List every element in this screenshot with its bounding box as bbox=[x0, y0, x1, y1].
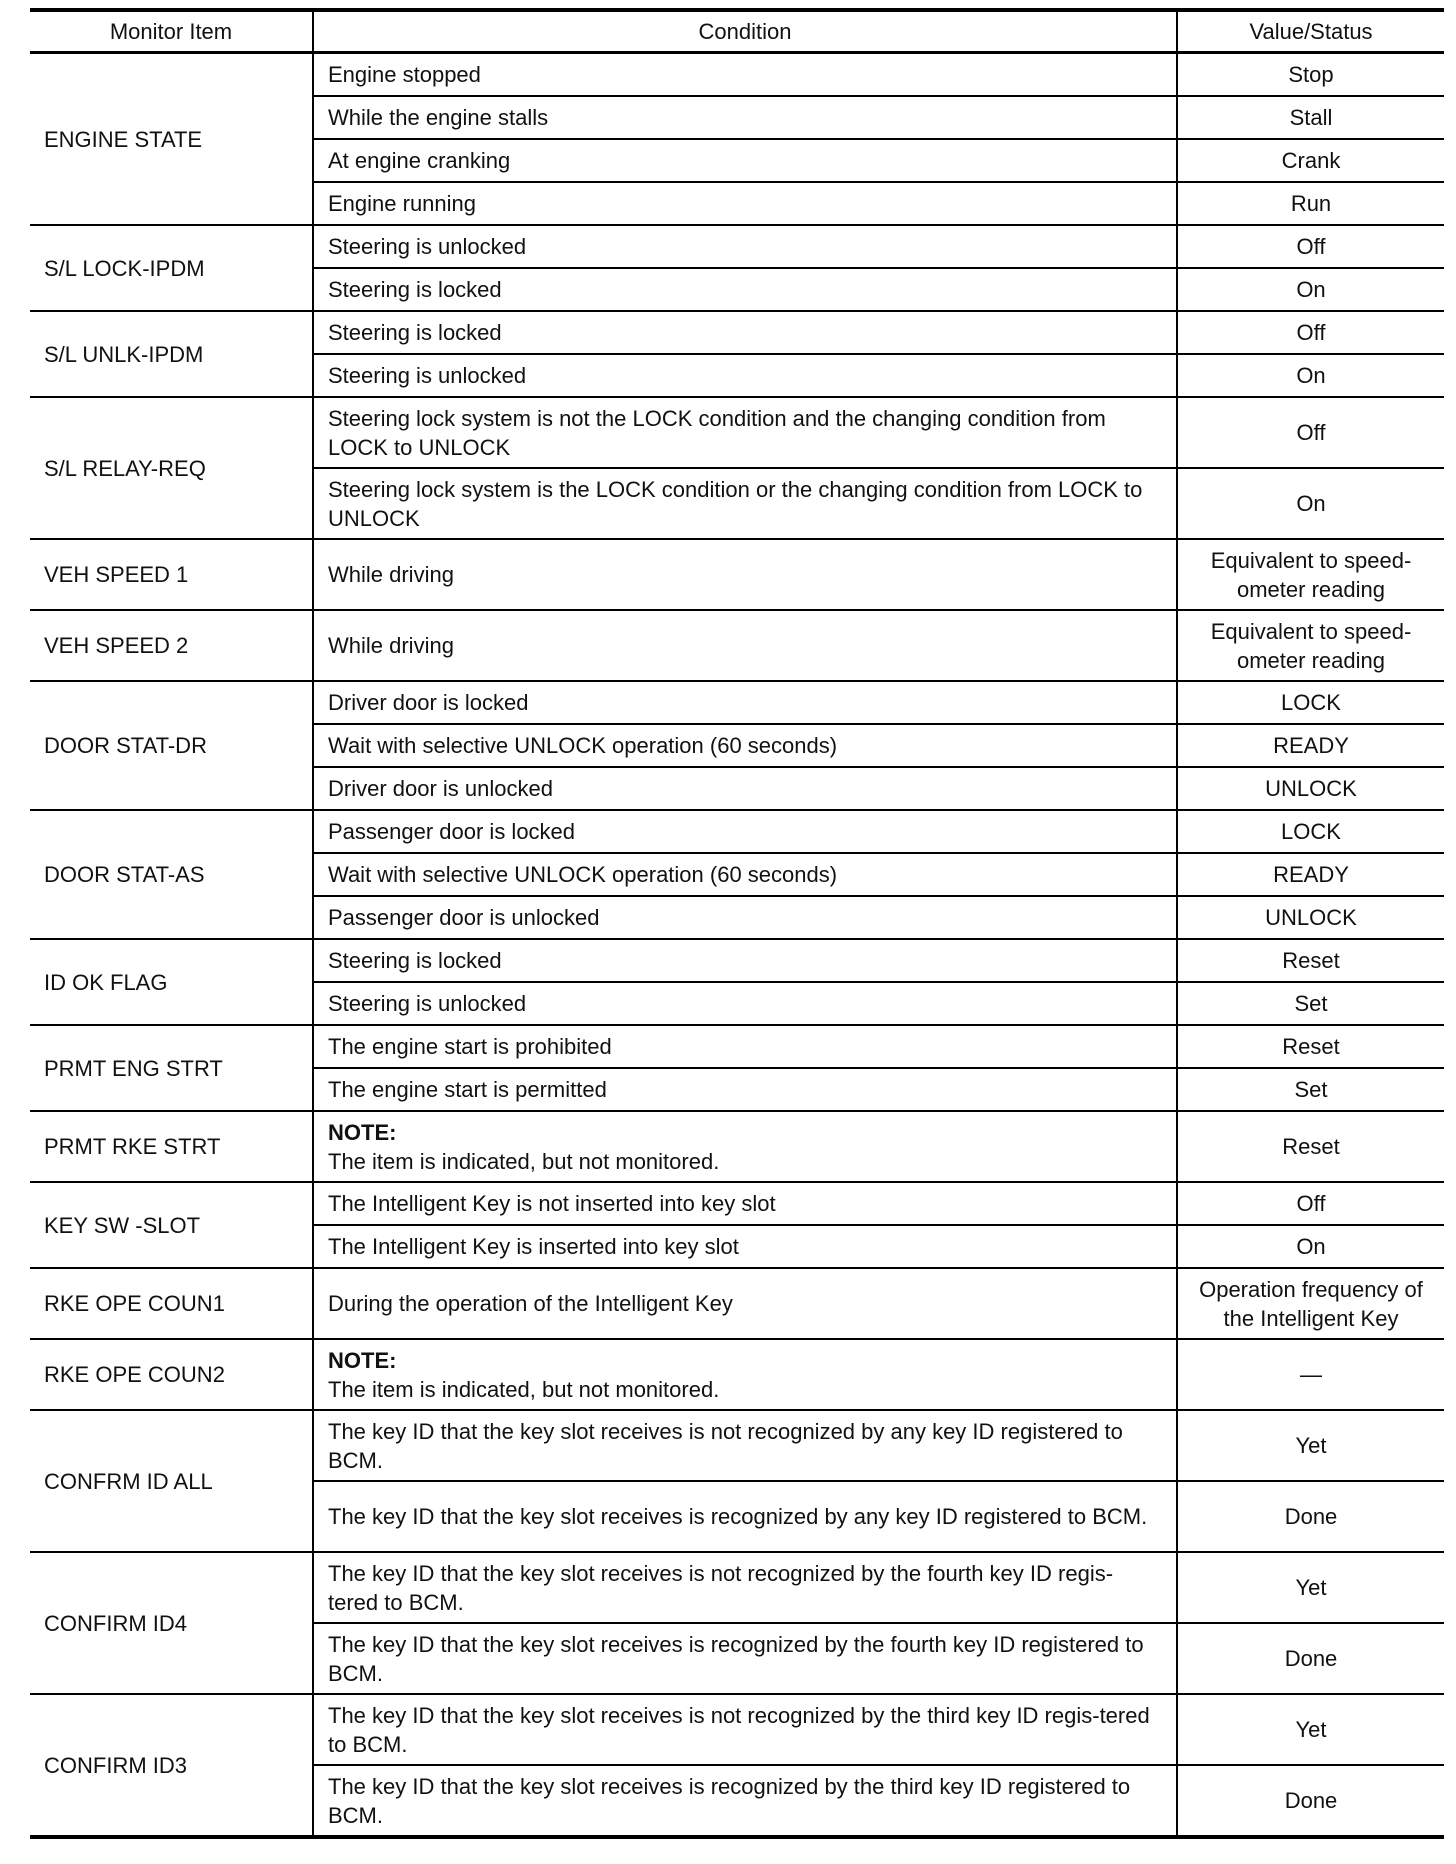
table-row bbox=[30, 1552, 1444, 1623]
value-cell: LOCK bbox=[1177, 810, 1444, 853]
header-value-status: Value/Status bbox=[1177, 10, 1444, 53]
condition-cell bbox=[313, 1111, 1177, 1182]
table-row bbox=[30, 610, 1444, 681]
table-row bbox=[30, 539, 1444, 610]
condition-cell: The Intelligent Key is not inserted into key slot bbox=[313, 1182, 1177, 1225]
value-cell: On bbox=[1177, 468, 1444, 539]
value-cell: Off bbox=[1177, 397, 1444, 468]
value-cell: Run bbox=[1177, 182, 1444, 225]
condition-cell: The key ID that the key slot receives is not recognized by any key ID registered to BCM. bbox=[313, 1410, 1177, 1481]
monitor-table bbox=[30, 8, 1444, 1839]
condition-cell: Driver door is locked bbox=[313, 681, 1177, 724]
value-cell: UNLOCK bbox=[1177, 896, 1444, 939]
value-cell: On bbox=[1177, 1225, 1444, 1268]
table-row bbox=[30, 810, 1444, 853]
note-text: The item is indicated, but not monitored. bbox=[328, 1376, 720, 1402]
condition-cell: The Intelligent Key is inserted into key slot bbox=[313, 1225, 1177, 1268]
value-cell: Done bbox=[1177, 1623, 1444, 1694]
condition-cell: Engine stopped bbox=[313, 53, 1177, 97]
condition-cell: Passenger door is unlocked bbox=[313, 896, 1177, 939]
value-cell: READY bbox=[1177, 724, 1444, 767]
table-row bbox=[30, 1339, 1444, 1410]
condition-cell: The engine start is prohibited bbox=[313, 1025, 1177, 1068]
condition-cell: During the operation of the Intelligent Key bbox=[313, 1268, 1177, 1339]
condition-cell: At engine cranking bbox=[313, 139, 1177, 182]
value-cell: On bbox=[1177, 268, 1444, 311]
note-text: The item is indicated, but not monitored. bbox=[328, 1148, 720, 1174]
monitor-item-cell: CONFIRM ID4 bbox=[30, 1552, 313, 1694]
table-row bbox=[30, 225, 1444, 268]
value-cell: Reset bbox=[1177, 939, 1444, 982]
value-cell: Reset bbox=[1177, 1111, 1444, 1182]
condition-cell: The key ID that the key slot receives is recognized by the fourth key ID registered to BCM. bbox=[313, 1623, 1177, 1694]
monitor-item-cell: VEH SPEED 2 bbox=[30, 610, 313, 681]
monitor-table-container bbox=[30, 8, 1444, 1839]
table-row bbox=[30, 53, 1444, 97]
value-cell: On bbox=[1177, 354, 1444, 397]
condition-cell: The engine start is permitted bbox=[313, 1068, 1177, 1111]
condition-cell: Steering is locked bbox=[313, 939, 1177, 982]
monitor-item-cell: RKE OPE COUN2 bbox=[30, 1339, 313, 1410]
condition-cell: The key ID that the key slot receives is not recognized by the fourth key ID regis-tered to BCM. bbox=[313, 1552, 1177, 1623]
condition-cell: Steering lock system is the LOCK condition or the changing condition from LOCK to UNLOCK bbox=[313, 468, 1177, 539]
condition-cell: While driving bbox=[313, 610, 1177, 681]
condition-cell: Steering is locked bbox=[313, 268, 1177, 311]
monitor-item-cell: PRMT RKE STRT bbox=[30, 1111, 313, 1182]
note-label: NOTE: bbox=[328, 1119, 397, 1145]
condition-cell: The key ID that the key slot receives is recognized by any key ID registered to BCM. bbox=[313, 1481, 1177, 1552]
condition-cell: While the engine stalls bbox=[313, 96, 1177, 139]
monitor-item-cell: S/L LOCK-IPDM bbox=[30, 225, 313, 311]
header-monitor-item: Monitor Item bbox=[30, 10, 313, 53]
value-cell: Yet bbox=[1177, 1552, 1444, 1623]
condition-cell: Passenger door is locked bbox=[313, 810, 1177, 853]
value-cell: Stall bbox=[1177, 96, 1444, 139]
table-row bbox=[30, 1182, 1444, 1225]
condition-cell: Wait with selective UNLOCK operation (60 seconds) bbox=[313, 853, 1177, 896]
value-cell: Operation frequency of the Intelligent Key bbox=[1177, 1268, 1444, 1339]
monitor-item-cell: S/L RELAY-REQ bbox=[30, 397, 313, 539]
value-cell: Yet bbox=[1177, 1410, 1444, 1481]
condition-cell: The key ID that the key slot receives is not recognized by the third key ID regis-tered to BCM. bbox=[313, 1694, 1177, 1765]
table-row bbox=[30, 1025, 1444, 1068]
condition-cell: Wait with selective UNLOCK operation (60 seconds) bbox=[313, 724, 1177, 767]
condition-cell: Steering is unlocked bbox=[313, 982, 1177, 1025]
value-cell: READY bbox=[1177, 853, 1444, 896]
value-cell: Equivalent to speed-ometer reading bbox=[1177, 610, 1444, 681]
condition-cell: While driving bbox=[313, 539, 1177, 610]
condition-cell: The key ID that the key slot receives is recognized by the third key ID registered to BCM. bbox=[313, 1765, 1177, 1837]
condition-cell: Steering lock system is not the LOCK condition and the changing condition from LOCK to UNLOCK bbox=[313, 397, 1177, 468]
value-cell: Equivalent to speed-ometer reading bbox=[1177, 539, 1444, 610]
condition-cell: Steering is unlocked bbox=[313, 354, 1177, 397]
value-cell: Stop bbox=[1177, 53, 1444, 97]
monitor-item-cell: PRMT ENG STRT bbox=[30, 1025, 313, 1111]
header-condition: Condition bbox=[313, 10, 1177, 53]
table-row bbox=[30, 1410, 1444, 1481]
monitor-item-cell: DOOR STAT-AS bbox=[30, 810, 313, 939]
condition-cell: Driver door is unlocked bbox=[313, 767, 1177, 810]
condition-cell bbox=[313, 1339, 1177, 1410]
table-row bbox=[30, 1268, 1444, 1339]
monitor-item-cell: CONFIRM ID3 bbox=[30, 1694, 313, 1837]
table-body bbox=[30, 53, 1444, 1838]
monitor-item-cell: RKE OPE COUN1 bbox=[30, 1268, 313, 1339]
value-cell: Set bbox=[1177, 982, 1444, 1025]
note-label: NOTE: bbox=[328, 1347, 397, 1373]
value-cell: Off bbox=[1177, 1182, 1444, 1225]
value-cell: Off bbox=[1177, 311, 1444, 354]
table-row bbox=[30, 681, 1444, 724]
monitor-item-cell: ID OK FLAG bbox=[30, 939, 313, 1025]
value-cell: Off bbox=[1177, 225, 1444, 268]
monitor-item-cell: CONFRM ID ALL bbox=[30, 1410, 313, 1552]
table-row bbox=[30, 1694, 1444, 1765]
monitor-item-cell: ENGINE STATE bbox=[30, 53, 313, 226]
condition-cell: Steering is unlocked bbox=[313, 225, 1177, 268]
monitor-item-cell: VEH SPEED 1 bbox=[30, 539, 313, 610]
value-cell: Done bbox=[1177, 1481, 1444, 1552]
condition-cell: Engine running bbox=[313, 182, 1177, 225]
value-cell: Reset bbox=[1177, 1025, 1444, 1068]
monitor-item-cell: DOOR STAT-DR bbox=[30, 681, 313, 810]
monitor-item-cell: S/L UNLK-IPDM bbox=[30, 311, 313, 397]
table-row bbox=[30, 311, 1444, 354]
value-cell: Yet bbox=[1177, 1694, 1444, 1765]
value-cell: Done bbox=[1177, 1765, 1444, 1837]
value-cell: UNLOCK bbox=[1177, 767, 1444, 810]
value-cell: Set bbox=[1177, 1068, 1444, 1111]
value-cell: LOCK bbox=[1177, 681, 1444, 724]
condition-cell: Steering is locked bbox=[313, 311, 1177, 354]
table-row bbox=[30, 939, 1444, 982]
value-cell: Crank bbox=[1177, 139, 1444, 182]
monitor-item-cell: KEY SW -SLOT bbox=[30, 1182, 313, 1268]
value-cell: — bbox=[1177, 1339, 1444, 1410]
table-row bbox=[30, 397, 1444, 468]
header-row bbox=[30, 10, 1444, 53]
table-row bbox=[30, 1111, 1444, 1182]
